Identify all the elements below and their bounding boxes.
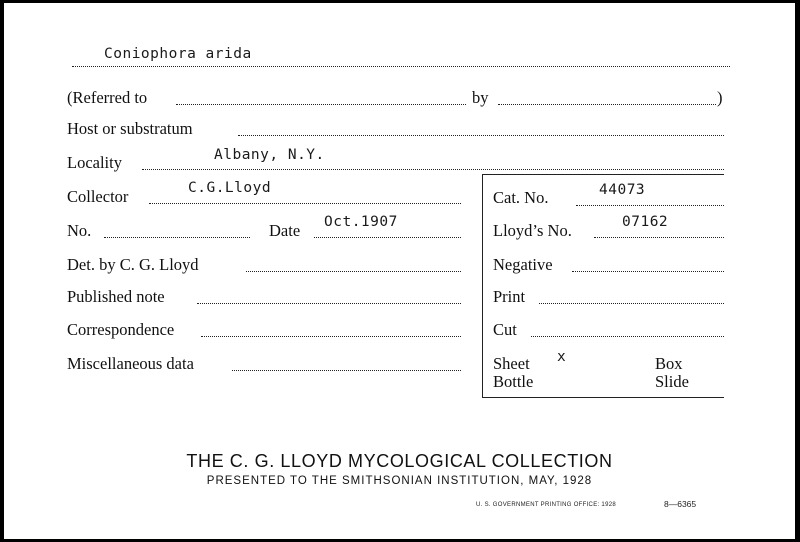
no-label: No.: [67, 221, 92, 240]
misc-label: Miscellaneous data: [67, 354, 194, 373]
date-line: [314, 237, 461, 238]
cat-no-label: Cat. No.: [493, 188, 549, 207]
host-line: [238, 135, 724, 136]
cat-no-line: [576, 205, 724, 206]
date-value: Oct.1907: [324, 214, 398, 230]
cut-label: Cut: [493, 320, 517, 339]
form-number: 8—6365: [664, 499, 697, 509]
referred-to-label: (Referred to: [67, 88, 148, 107]
right-box-left-border: [482, 174, 483, 397]
collection-title: THE C. G. LLOYD MYCOLOGICAL COLLECTION: [186, 451, 613, 471]
printer-imprint: U. S. GOVERNMENT PRINTING OFFICE: 1928: [476, 502, 616, 508]
sheet-mark: x: [557, 349, 567, 365]
by-label: by: [472, 88, 489, 107]
box-label: Box: [655, 354, 683, 373]
catalog-card: [4, 3, 795, 539]
correspondence-label: Correspondence: [67, 320, 175, 339]
lloyds-no-line: [594, 237, 724, 238]
collector-value: C.G.Lloyd: [188, 180, 272, 196]
collector-label: Collector: [67, 187, 129, 206]
slide-label: Slide: [655, 372, 689, 391]
det-by-line: [246, 271, 461, 272]
published-note-line: [197, 303, 461, 304]
det-by-label: Det. by C. G. Lloyd: [67, 255, 199, 274]
no-line: [104, 237, 250, 238]
sheet-label: Sheet: [493, 354, 530, 373]
collector-line: [149, 203, 461, 204]
locality-line: [142, 169, 724, 170]
specimen-name-line: [72, 66, 730, 67]
negative-line: [572, 271, 724, 272]
specimen-name: Coniophora arida: [104, 46, 252, 62]
right-box-bottom-border: [482, 397, 724, 398]
date-label: Date: [269, 221, 301, 240]
cut-line: [531, 336, 724, 337]
published-note-label: Published note: [67, 287, 165, 306]
print-label: Print: [493, 287, 526, 306]
referred-to-line: [176, 104, 466, 105]
cat-no-value: 44073: [599, 182, 646, 198]
negative-label: Negative: [493, 255, 553, 274]
close-paren: ): [717, 88, 723, 107]
bottle-label: Bottle: [493, 372, 534, 391]
misc-line: [232, 370, 461, 371]
lloyds-no-value: 07162: [622, 214, 669, 230]
lloyds-no-label: Lloyd’s No.: [493, 221, 572, 240]
by-line: [498, 104, 716, 105]
correspondence-line: [201, 336, 461, 337]
locality-label: Locality: [67, 153, 122, 172]
locality-value: Albany, N.Y.: [214, 147, 325, 163]
host-label: Host or substratum: [67, 119, 193, 138]
right-box-top-border: [482, 174, 724, 175]
collection-subtitle: PRESENTED TO THE SMITHSONIAN INSTITUTION, MAY, 1928: [206, 475, 593, 487]
print-line: [539, 303, 724, 304]
